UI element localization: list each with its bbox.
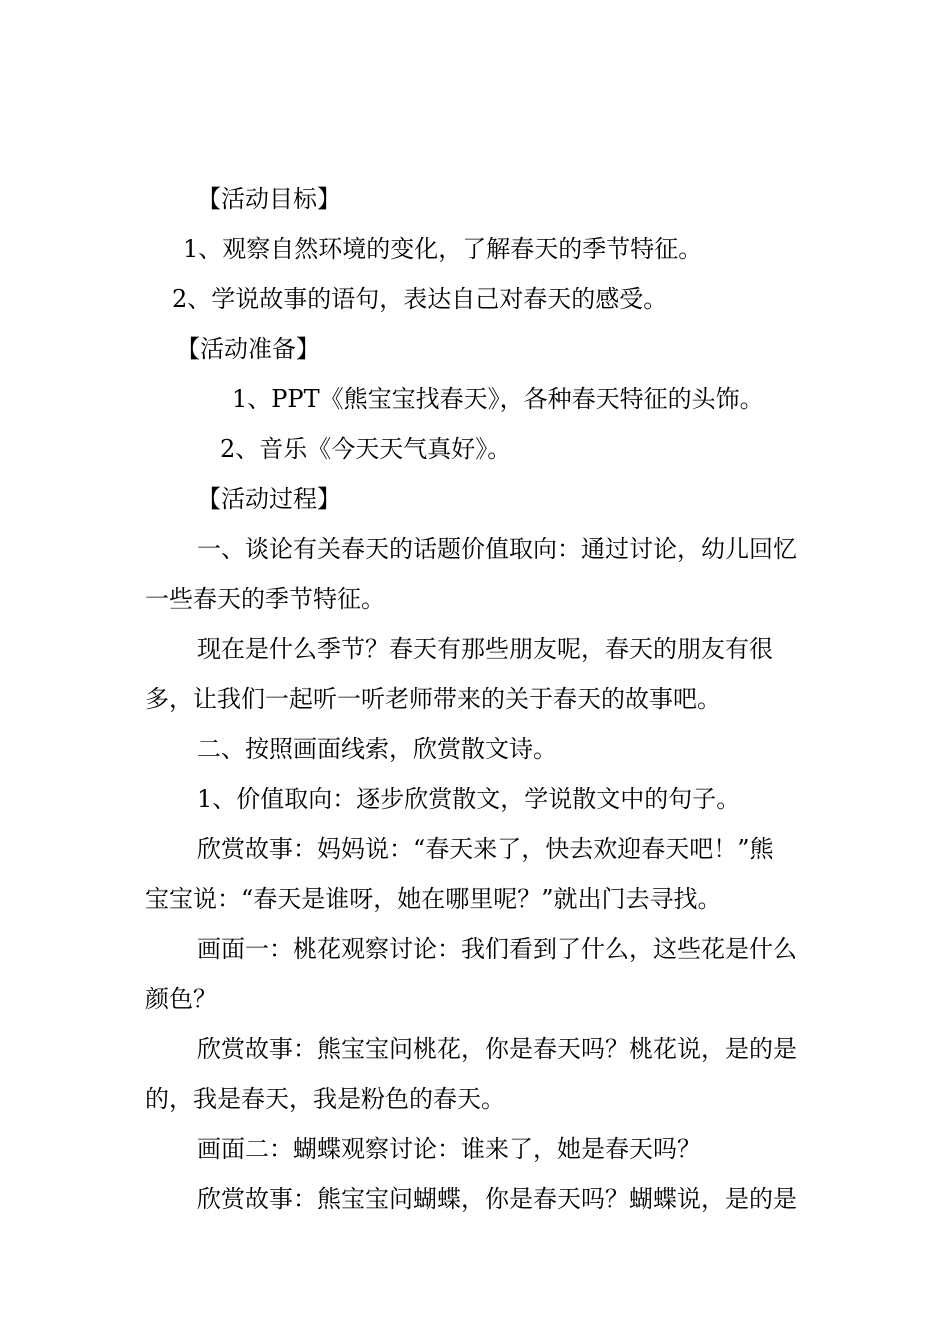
paragraph-line: 画面一：桃花观察讨论：我们看到了什么，这些花是什么 xyxy=(197,935,797,963)
preparation-item-2: 2、音乐《今天天气真好》。 xyxy=(220,435,512,463)
paragraph-line: 欣赏故事：熊宝宝问桃花，你是春天吗？桃花说，是的是 xyxy=(197,1035,797,1063)
paragraph-line: 欣赏故事：妈妈说：“春天来了，快去欢迎春天吧！”熊 xyxy=(197,835,774,863)
heading-activity-process: 【活动过程】 xyxy=(197,485,341,513)
heading-activity-preparation: 【活动准备】 xyxy=(176,335,320,363)
paragraph-line: 现在是什么季节？春天有那些朋友呢，春天的朋友有很 xyxy=(197,635,773,663)
heading-activity-goals: 【活动目标】 xyxy=(197,185,341,213)
goal-item-1: 1、观察自然环境的变化，了解春天的季节特征。 xyxy=(183,235,703,263)
process-step-1-line-2: 一些春天的季节特征。 xyxy=(145,585,385,613)
paragraph-line: 的，我是春天，我是粉色的春天。 xyxy=(145,1085,505,1113)
paragraph-line: 颜色？ xyxy=(145,985,217,1013)
paragraph-line: 1、价值取向：逐步欣赏散文，学说散文中的句子。 xyxy=(197,785,741,813)
preparation-item-1: 1、PPT《熊宝宝找春天》，各种春天特征的头饰。 xyxy=(232,385,764,413)
paragraph-line: 欣赏故事：熊宝宝问蝴蝶，你是春天吗？蝴蝶说，是的是 xyxy=(197,1185,797,1213)
paragraph-line: 画面二：蝴蝶观察讨论：谁来了，她是春天吗？ xyxy=(197,1135,701,1163)
process-step-1-line-1: 一、谈论有关春天的话题价值取向：通过讨论，幼儿回忆 xyxy=(197,535,797,563)
goal-item-2: 2、学说故事的语句，表达自己对春天的感受。 xyxy=(172,285,668,313)
paragraph-line: 宝宝说：“春天是谁呀，她在哪里呢？”就出门去寻找。 xyxy=(145,885,722,913)
paragraph-line: 多，让我们一起听一听老师带来的关于春天的故事吧。 xyxy=(145,685,721,713)
process-step-2: 二、按照画面线索，欣赏散文诗。 xyxy=(197,735,557,763)
